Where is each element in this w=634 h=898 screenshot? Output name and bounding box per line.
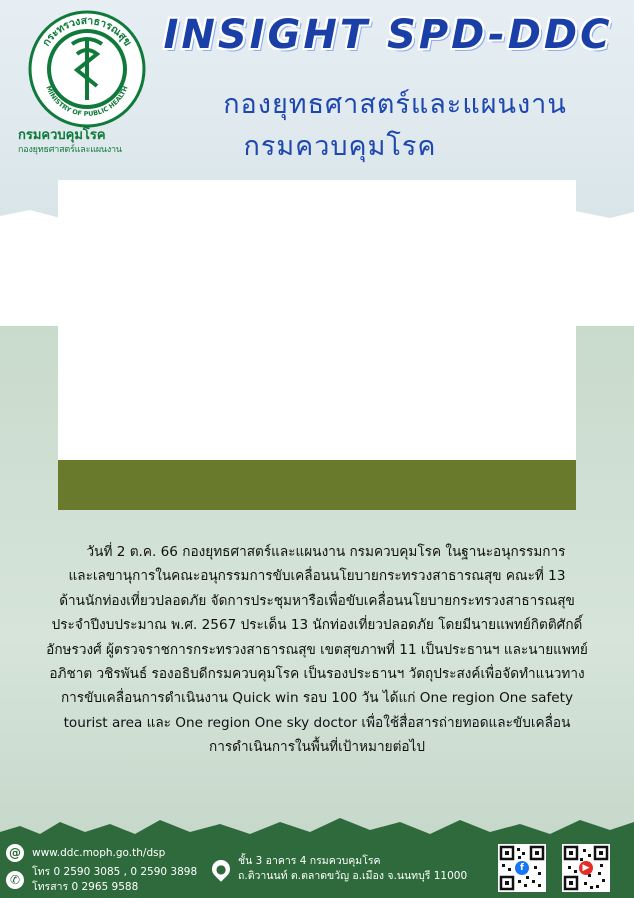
page-subtitle-department: กรมควบคุมโรค: [243, 131, 437, 162]
logo-ring-text-top: กระทรวงสาธารณสุข: [40, 14, 134, 49]
location-pin-icon: ●: [208, 856, 233, 881]
article-body: [34, 540, 600, 760]
svg-text:กระทรวงสาธารณสุข: [40, 15, 134, 49]
article-line: ด้านนักท่องเที่ยวปลอดภัย จัดการประชุมหารือเพื่อขับเคลื่อนนโยบายกระทรวงสาธารณสุข: [59, 592, 575, 609]
footer-website[interactable]: www.ddc.moph.go.th/dsp: [32, 847, 166, 859]
logo-department-name: กรมควบคุมโรค: [18, 128, 106, 143]
footer-fax: โทรสาร 0 2965 9588: [32, 881, 139, 893]
facebook-icon: f: [515, 861, 529, 875]
caption-bar: [58, 460, 576, 510]
footer-address-line2: ถ.ติวานนท์ ต.ตลาดขวัญ อ.เมือง จ.นนทบุรี 11000: [238, 870, 468, 882]
svg-text:MINISTRY OF PUBLIC HEALTH: [44, 85, 129, 118]
logo-division-name: กองยุทธศาสตร์และแผนงาน: [18, 145, 122, 155]
page-subtitle-division: กองยุทธศาสตร์และแผนงาน: [223, 89, 567, 120]
page-title: INSIGHT SPD-DDC: [163, 12, 613, 58]
facebook-qr-code[interactable]: [498, 844, 546, 892]
article-line: การดำเนินการในพื้นที่เป้าหมายต่อไป: [208, 739, 426, 756]
phone-icon: ✆: [6, 871, 24, 889]
article-line: tourist area และ One region One sky doctor เพื่อใช้สื่อสารถ่ายทอดและขับเคลื่อน: [63, 714, 571, 731]
youtube-qr-code[interactable]: [562, 844, 610, 892]
logo-ring-text-bottom: MINISTRY OF PUBLIC HEALTH: [44, 84, 130, 119]
ministry-logo: [28, 10, 146, 128]
footer-phone: โทร 0 2590 3085 , 0 2590 3898: [32, 866, 198, 878]
footer-address-row: [212, 854, 467, 884]
footer-address-line1: ชั้น 3 อาคาร 4 กรมควบคุมโรค: [238, 855, 381, 867]
article-line: อภิชาต วชิรพันธ์ รองอธิบดีกรมควบคุมโรค เป็นรองประธานฯ วัตถุประสงค์เพื่อจัดทำแนวทาง: [49, 666, 585, 683]
youtube-icon: ▶: [579, 861, 593, 875]
article-line: การขับเคลื่อนการดำเนินงาน Quick win รอบ 100 วัน ได้แก่ One region One safety: [60, 690, 574, 707]
photo-frame: [58, 180, 576, 460]
footer-website-row: [6, 844, 165, 862]
article-line: และเลขานุการในคณะอนุกรรมการขับเคลื่อนนโยบายกระทรวงสาธารณสุข คณะที่ 13: [68, 568, 566, 585]
article-line: อักษรวงศ์ ผู้ตรวจราชการกระทรวงสาธารณสุข เขตสุขภาพที่ 11 เป็นประธานฯ และนายแพทย์: [46, 641, 588, 658]
article-line: ประจำปีงบประมาณ พ.ศ. 2567 ประเด็น 13 นักท่องเที่ยวปลอดภัย โดยมีนายแพทย์กิตติศักดิ์: [51, 617, 583, 634]
article-line: วันที่ 2 ต.ค. 66 กองยุทธศาสตร์และแผนงาน กรมควบคุมโรค ในฐานะอนุกรรมการ: [86, 544, 566, 560]
at-icon: @: [6, 844, 24, 862]
footer-phone-row: [6, 865, 197, 895]
